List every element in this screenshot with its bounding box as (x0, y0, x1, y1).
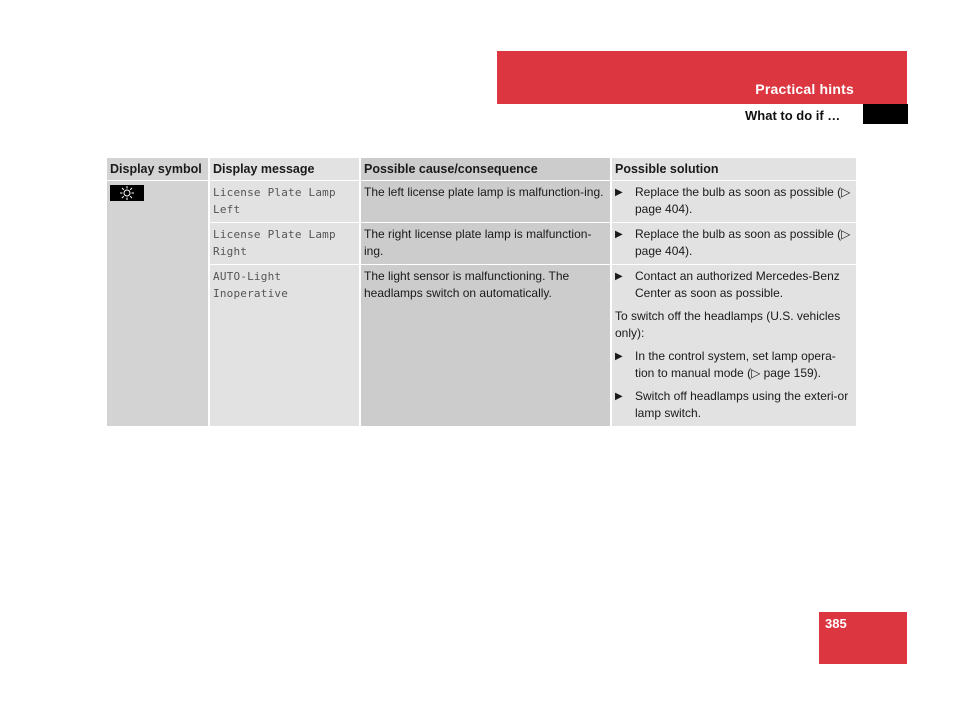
message-line: License Plate Lamp (213, 186, 336, 199)
solution-bullet (615, 184, 853, 218)
cause-cell: The left license plate lamp is malfunction-ing. (360, 181, 611, 223)
display-messages-table (107, 158, 856, 426)
message-line: AUTO-Light (213, 270, 282, 283)
symbol-cell (107, 181, 209, 427)
message-cell (209, 223, 360, 265)
page-number-badge (819, 612, 907, 664)
solution-text: Replace the bulb as soon as possible (▷ page 404). (635, 185, 851, 216)
solution-bullet (615, 226, 853, 260)
bullet-arrow-icon: ▶ (615, 187, 623, 198)
col-header-cause: Possible cause/consequence (360, 158, 611, 181)
col-header-solution: Possible solution (611, 158, 856, 181)
message-cell (209, 265, 360, 427)
subsection-title: What to do if … (745, 108, 841, 123)
solution-text: Contact an authorized Mercedes-Benz Center as soon as possible. (635, 269, 840, 300)
solution-bullet (615, 268, 853, 302)
section-tab-marker (863, 104, 908, 124)
message-line: Inoperative (213, 287, 289, 300)
cause-cell: The right license plate lamp is malfunction-ing. (360, 223, 611, 265)
section-title: Practical hints (755, 81, 854, 97)
table-header-row (107, 158, 856, 181)
solution-cell (611, 181, 856, 223)
message-line: Left (213, 203, 241, 216)
bullet-arrow-icon: ▶ (615, 391, 623, 402)
section-header-banner (497, 51, 907, 104)
cause-cell: The light sensor is malfunctioning. The headlamps switch on automatically. (360, 265, 611, 427)
table-row (107, 181, 856, 223)
solution-cell (611, 223, 856, 265)
solution-bullet (615, 388, 853, 422)
solution-text: Switch off headlamps using the exteri-or lamp switch. (635, 389, 849, 420)
solution-cell (611, 265, 856, 427)
message-line: License Plate Lamp (213, 228, 336, 241)
bullet-arrow-icon: ▶ (615, 351, 623, 362)
solution-bullet (615, 348, 853, 382)
solution-text: In the control system, set lamp opera-tion to manual mode (▷ page 159). (635, 349, 836, 380)
page-number: 385 (825, 616, 847, 631)
table-row (107, 223, 856, 265)
bullet-arrow-icon: ▶ (615, 271, 623, 282)
message-cell (209, 181, 360, 223)
solution-text: Replace the bulb as soon as possible (▷ page 404). (635, 227, 851, 258)
bullet-arrow-icon: ▶ (615, 229, 623, 240)
light-bulb-icon (110, 185, 144, 201)
col-header-symbol: Display symbol (107, 158, 209, 181)
table-row (107, 265, 856, 427)
col-header-message: Display message (209, 158, 360, 181)
message-line: Right (213, 245, 248, 258)
solution-paragraph: To switch off the headlamps (U.S. vehicles only): (615, 309, 841, 340)
